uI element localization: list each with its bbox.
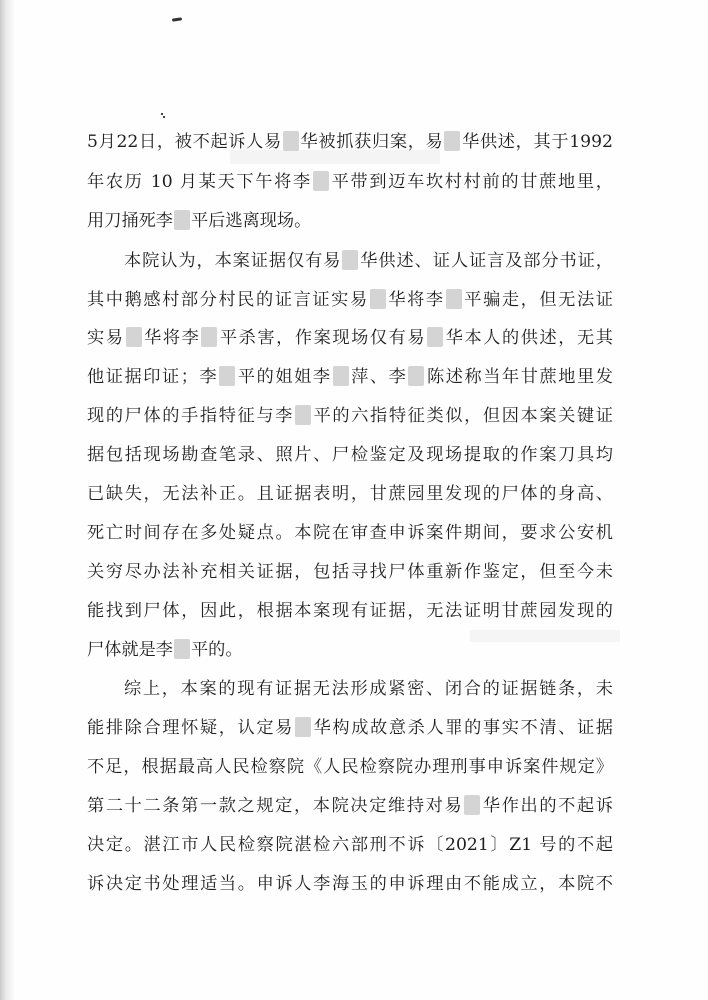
redaction-blur (174, 639, 190, 659)
text-segment: 华供述，其于1992 (461, 132, 613, 152)
paragraph-3-line-3 (87, 756, 613, 778)
text-segment: 华供述、证人证言及部分书证， (359, 251, 613, 271)
paragraph-2-line-2 (87, 289, 613, 311)
text-segment: 实易 (87, 328, 125, 348)
paragraph-3-line-6 (87, 873, 613, 895)
text-segment: 华本人的供述，无其 (444, 328, 613, 348)
paragraph-2-line-5 (87, 405, 613, 427)
paragraph-2-line-7 (87, 483, 613, 505)
scan-edge-shadow (0, 0, 14, 1000)
text-segment: 已缺失，无法补正。且证据表明，甘蔗园里发现的尸体的身高、 (87, 484, 613, 504)
text-segment: 他证据印证；李 (87, 367, 219, 387)
text-segment: 平的。 (190, 640, 243, 660)
text-segment: 年农历 10 月某天下午将李 (87, 172, 312, 192)
text-segment: 平后逃离现场。 (190, 211, 312, 231)
redaction-blur (427, 327, 443, 347)
text-segment: 平骗走，但无法证 (462, 290, 613, 310)
redaction-blur (370, 289, 386, 309)
paragraph-2-line-8 (87, 522, 613, 544)
text-segment: 决定。湛江市人民检察院湛检六部刑不诉〔2021〕Z1 号的不起 (87, 835, 613, 855)
redaction-blur (446, 289, 462, 309)
redaction-blur (126, 327, 142, 347)
paragraph-2-line-9 (87, 561, 613, 583)
redaction-blur (295, 717, 311, 737)
redaction-blur (464, 795, 480, 815)
text-segment: 用刀捅死李 (87, 211, 173, 231)
redaction-blur (174, 210, 190, 230)
text-segment: 第二十二条第一款之规定，本院决定维持对易 (87, 796, 464, 816)
paragraph-3-line-1 (124, 678, 613, 700)
text-segment: 不足，根据最高人民检察院《人民检察院办理刑事申诉案件规定》 (87, 757, 613, 777)
text-segment: 华被抓获归案，易 (299, 132, 444, 152)
paragraph-1-line-1 (87, 131, 613, 153)
paragraph-1-line-2 (87, 171, 613, 193)
paragraph-3-line-2 (87, 717, 613, 739)
paragraph-2-line-1 (124, 250, 613, 272)
text-segment: 华作出的不起诉 (481, 796, 613, 816)
text-segment: 尸体就是李 (87, 640, 173, 660)
text-segment: 平杀害，作案现场仅有易 (218, 328, 427, 348)
text-segment: 死亡时间存在多处疑点。本院在审查申诉案件期间，要求公安机 (87, 523, 613, 543)
text-segment: 其中鹅感村部分村民的证言证实易 (87, 290, 369, 310)
ink-mark (172, 17, 182, 21)
paragraph-2-line-10 (87, 600, 613, 622)
text-segment: 萍、李 (349, 367, 408, 387)
redaction-blur (283, 131, 299, 151)
paragraph-2-line-3 (87, 327, 613, 349)
redaction-blur (295, 405, 311, 425)
text-segment: 华将李 (386, 290, 445, 310)
ink-dots (161, 113, 163, 115)
text-segment: 平的六指特征类似，但因本案关键证 (311, 406, 613, 426)
text-segment: 据包括现场勘查笔录、照片、尸检鉴定及现场提取的作案刀具均 (87, 445, 613, 465)
text-segment: 华将李 (142, 328, 201, 348)
text-segment: 本院认为，本案证据仅有易 (124, 251, 342, 271)
redaction-blur (408, 366, 424, 386)
paragraph-2-line-11 (87, 639, 613, 661)
text-segment: 5月22日，被不起诉人易 (87, 132, 282, 152)
redaction-blur (201, 327, 217, 347)
text-segment: 陈述称当年甘蔗地里发 (425, 367, 613, 387)
text-segment: 平的姐姐李 (236, 367, 332, 387)
paragraph-3-line-4 (87, 795, 613, 817)
text-segment: 关穷尽办法补充相关证据，包括寻找尸体重新作鉴定，但至今未 (87, 562, 613, 582)
text-segment: 现的尸体的手指特征与李 (87, 406, 294, 426)
text-segment: 综上，本案的现有证据无法形成紧密、闭合的证据链条，未 (124, 679, 613, 699)
text-segment: 能排除合理怀疑，认定易 (87, 718, 294, 738)
paragraph-2-line-6 (87, 444, 613, 466)
text-segment: 平带到迈车坎村村前的甘蔗地里， (329, 172, 613, 192)
text-segment: 华构成故意杀人罪的事实不清、证据 (311, 718, 613, 738)
redaction-blur (313, 171, 329, 191)
text-segment: 能找到尸体，因此，根据本案现有证据，无法证明甘蔗园发现的 (87, 601, 613, 621)
redaction-blur (444, 131, 460, 151)
paragraph-2-line-4 (87, 366, 613, 388)
paragraph-1-line-3 (87, 210, 613, 232)
redaction-blur (219, 366, 235, 386)
redaction-blur (333, 366, 349, 386)
paragraph-3-line-5 (87, 834, 613, 856)
text-segment: 诉决定书处理适当。申诉人李海玉的申诉理由不能成立，本院不 (87, 874, 613, 894)
redaction-blur (342, 250, 358, 270)
